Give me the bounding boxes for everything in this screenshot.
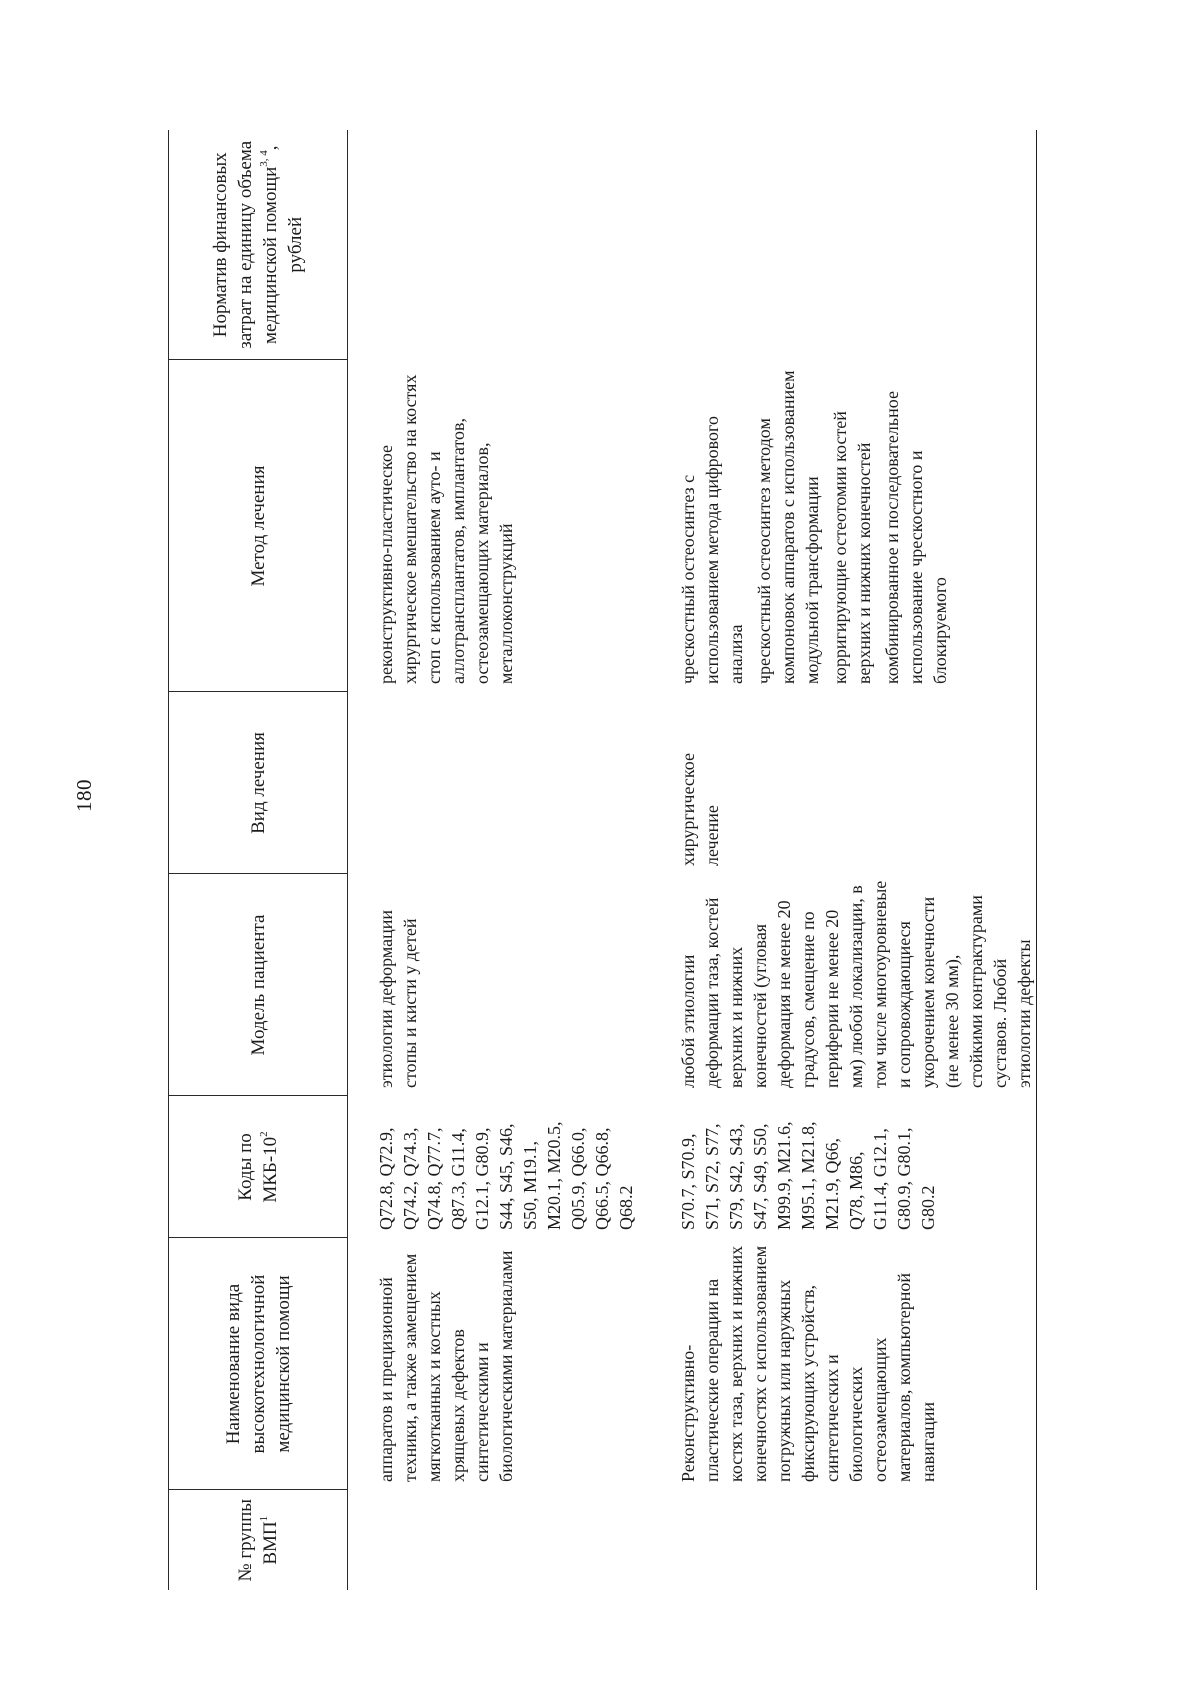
cell-name: аппаратов и прецизионной техники, а также замещением мягкотканных и костных хрящевых дефектов синтетическими и биологическими материалами <box>376 1250 516 1482</box>
header-name: Наименование вида высокотехнологичной медицинской помощи <box>169 1238 348 1490</box>
cell-model: этиологии деформации стопы и кисти у детей <box>376 909 420 1088</box>
header-method: Метод лечения <box>169 360 348 692</box>
header-codes: Коды по МКБ-$10^2$ <box>169 1096 348 1238</box>
cell-treatment <box>348 692 675 874</box>
cell-name: Реконструктивно-пластические операции на костях таза, верхних и нижних конечностях с использованием погружных или наружных фиксирующих устройств, синтетических и биологических остеозамещающих материалов, компьютерной навигации <box>678 1245 938 1482</box>
method-item: чрескостный остеосинтез с использованием метода цифрового анализа <box>678 411 746 684</box>
table-row <box>348 130 675 1590</box>
cell-norm <box>348 130 675 360</box>
method-item: чрескостный остеосинтез методом компоновок аппаратов с использованием модульной трансформации <box>754 365 822 684</box>
header-treatment-type: Вид лечения <box>169 692 348 874</box>
cell-treatment: хирургическое лечение <box>678 753 722 866</box>
cell-group <box>674 1490 1037 1590</box>
cell-method <box>348 360 675 692</box>
vmp-table <box>168 130 1037 1590</box>
table-row <box>674 130 1037 1590</box>
cell-method <box>674 360 1037 692</box>
header-model: Модель пациента <box>169 874 348 1096</box>
cell-norm <box>674 130 1037 360</box>
rotated-table-container <box>168 130 1083 1590</box>
method-item: корригирующие остеотомии костей верхних и нижних конечностей <box>830 406 874 684</box>
header-row <box>169 130 348 1590</box>
method-item: комбинированное и последовательное использование чрескостного и блокируемого <box>882 386 950 684</box>
cell-codes: Q72.8, Q72.9, Q74.2, Q74.3, Q74.8, Q77.7, Q87.3, G11.4, G12.1, G80.9, S44, S45, S46, S50, M19.1, M20.1, M20.5, Q05.9, Q66.0, Q66.5, Q66.8, Q68.2 <box>376 1121 636 1230</box>
page-number: 180 <box>72 779 96 812</box>
method-item: реконструктивно-пластическое хирургическое вмешательство на костях стоп с использованием ауто- и аллотрансплантатов, имплантатов, остеозамещающих материалов, металлоконструкций <box>376 370 516 684</box>
cell-group <box>348 1490 675 1590</box>
header-group-no: № группы ВМП$^1$ <box>169 1490 348 1590</box>
cell-codes: S70.7, S70.9, S71, S72, S77, S79, S42, S43, S47, S49, S50, M99.9, M21.6, M95.1, M21.8, M21.9, Q66, Q78, M86, G11.4, G12.1, G80.9, G80.1, G80.2 <box>678 1121 938 1230</box>
cell-model: любой этиологии деформации таза, костей верхних и нижних конечностей (угловая деформация не менее 20 градусов, смещение по периферии не менее 20 мм) любой локализации, в том числе многоуровневые и сопровождающиеся укорочением конечности (не менее 30 мм), стойкими контрактурами суставов. Любой этиологии дефекты <box>678 880 1034 1088</box>
header-norm: Норматив финансовых затрат на единицу объема медицинской помощи$^{3, 4}$, рублей <box>169 130 348 360</box>
